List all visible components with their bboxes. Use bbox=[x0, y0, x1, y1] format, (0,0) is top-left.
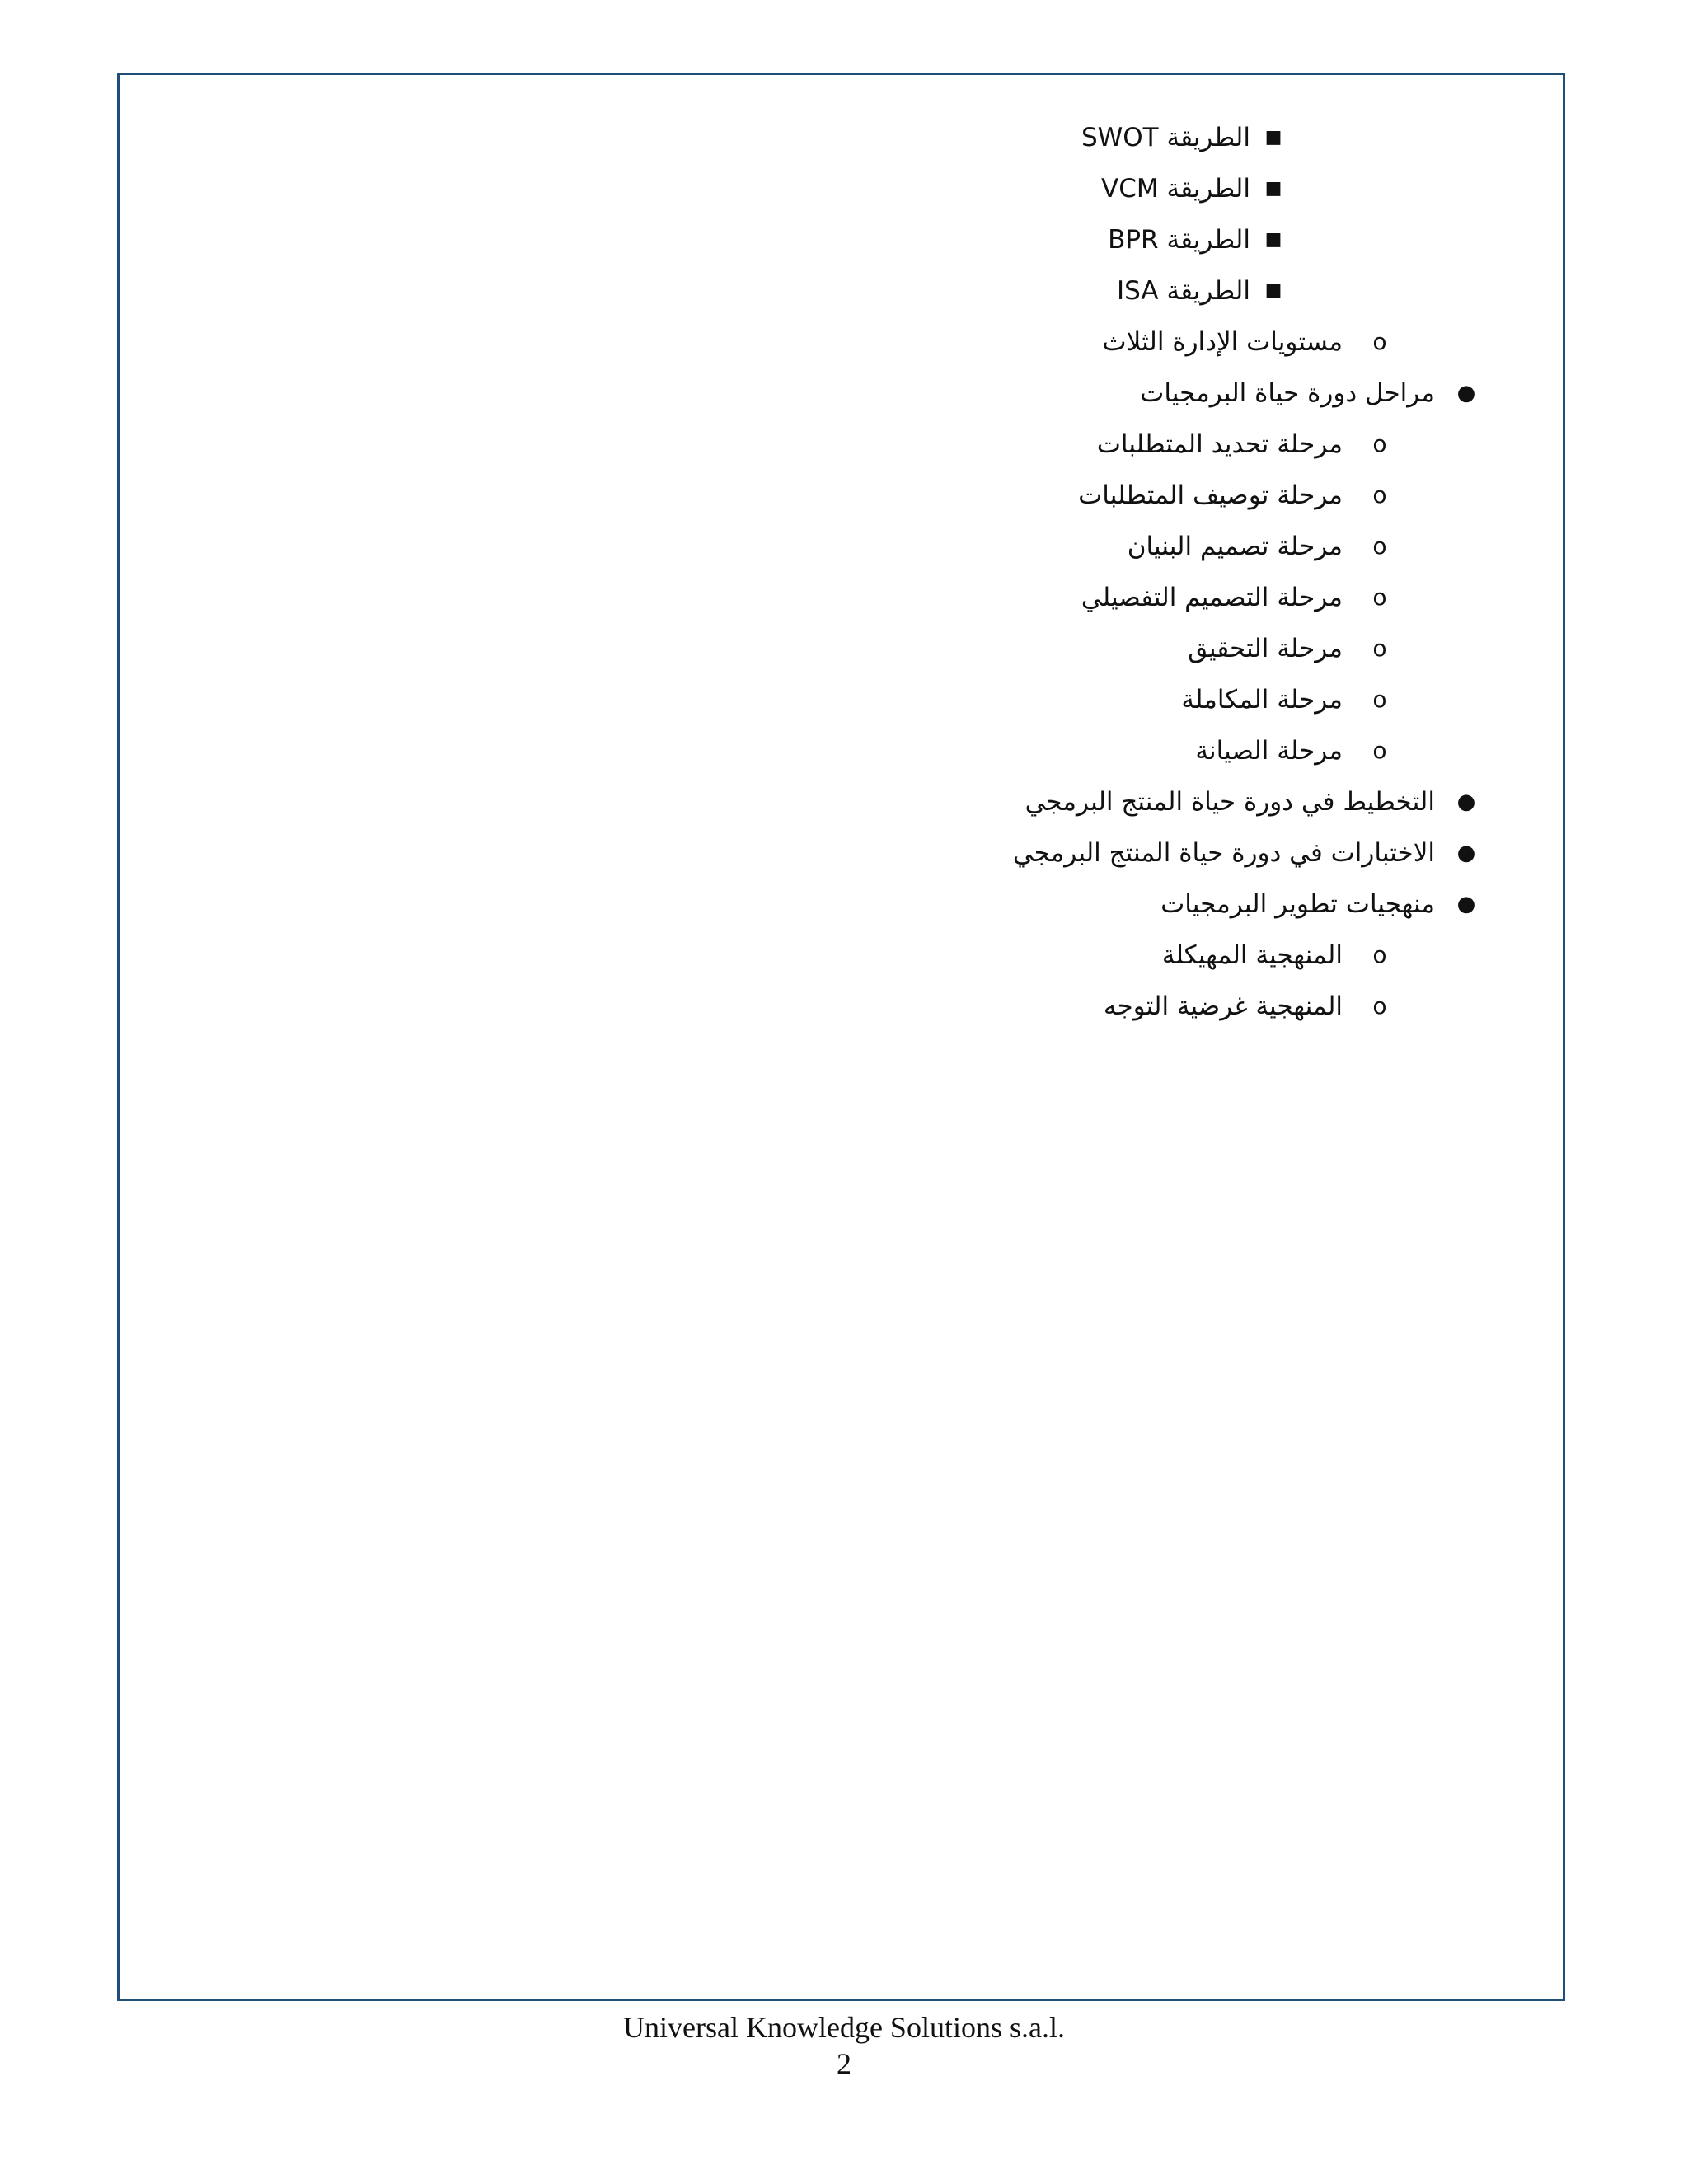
toc-item-label: الطريقة VCM bbox=[1101, 174, 1250, 204]
toc-item-maintenance bbox=[601, 725, 1387, 776]
toc-item-label: مرحلة المكاملة bbox=[1181, 685, 1343, 715]
circle-bullet-icon: o bbox=[1372, 635, 1387, 662]
toc-item-testing bbox=[693, 827, 1476, 879]
footer-page-number: 2 bbox=[837, 2047, 851, 2080]
disc-bullet-icon: ● bbox=[1456, 790, 1476, 814]
toc-item-label: المنهجية غرضية التوجه bbox=[1103, 991, 1343, 1021]
toc-item-vcm bbox=[509, 163, 1282, 214]
square-bullet-icon: ■ bbox=[1264, 127, 1282, 148]
toc-item-implementation bbox=[601, 623, 1387, 674]
toc-item-label: مرحلة التحقيق bbox=[1188, 634, 1343, 663]
disc-bullet-icon: ● bbox=[1456, 892, 1476, 916]
square-bullet-icon: ■ bbox=[1264, 280, 1282, 301]
toc-item-label: مرحلة تصميم البنيان bbox=[1127, 532, 1343, 561]
toc-item-sdlc-phases bbox=[693, 368, 1476, 419]
circle-bullet-icon: o bbox=[1372, 686, 1387, 713]
toc-item-label: الطريقة ISA bbox=[1117, 276, 1250, 306]
toc-item-label: مستويات الإدارة الثلاث bbox=[1102, 327, 1343, 357]
toc-item-requirements-specification bbox=[601, 470, 1387, 521]
toc-item-label: الاختبارات في دورة حياة المنتج البرمجي bbox=[1012, 838, 1435, 868]
toc-item-swot bbox=[509, 112, 1282, 163]
toc-item-requirements-definition bbox=[601, 419, 1387, 470]
toc-item-structured-methodology bbox=[601, 930, 1387, 981]
toc-item-detailed-design bbox=[601, 572, 1387, 623]
footer-company-name: Universal Knowledge Solutions s.a.l. bbox=[623, 2011, 1065, 2044]
circle-bullet-icon: o bbox=[1372, 941, 1387, 968]
circle-bullet-icon: o bbox=[1372, 481, 1387, 509]
toc-item-label: مرحلة التصميم التفصيلي bbox=[1081, 583, 1343, 612]
toc-item-label: منهجيات تطوير البرمجيات bbox=[1160, 889, 1435, 919]
toc-item-label: مراحل دورة حياة البرمجيات bbox=[1140, 378, 1435, 408]
circle-bullet-icon: o bbox=[1372, 532, 1387, 560]
circle-bullet-icon: o bbox=[1372, 992, 1387, 1019]
toc-item-architecture-design bbox=[601, 521, 1387, 572]
table-of-contents-list bbox=[0, 0, 1688, 1071]
toc-item-label: مرحلة الصيانة bbox=[1195, 736, 1343, 766]
toc-item-label: المنهجية المهيكلة bbox=[1161, 940, 1343, 970]
toc-item-integration bbox=[601, 674, 1387, 725]
toc-item-label: مرحلة تحديد المتطلبات bbox=[1096, 429, 1343, 459]
toc-item-label: مرحلة توصيف المتطلبات bbox=[1078, 480, 1343, 510]
disc-bullet-icon: ● bbox=[1456, 841, 1476, 865]
toc-item-management-levels bbox=[601, 316, 1387, 368]
circle-bullet-icon: o bbox=[1372, 583, 1387, 611]
toc-item-label: التخطيط في دورة حياة المنتج البرمجي bbox=[1025, 787, 1435, 817]
toc-item-label: الطريقة SWOT bbox=[1081, 123, 1250, 152]
toc-item-bpr bbox=[509, 214, 1282, 265]
square-bullet-icon: ■ bbox=[1264, 178, 1282, 199]
square-bullet-icon: ■ bbox=[1264, 229, 1282, 250]
toc-item-object-oriented-methodology bbox=[601, 981, 1387, 1032]
disc-bullet-icon: ● bbox=[1456, 381, 1476, 405]
toc-item-label: الطريقة BPR bbox=[1108, 225, 1250, 255]
circle-bullet-icon: o bbox=[1372, 737, 1387, 764]
circle-bullet-icon: o bbox=[1372, 328, 1387, 355]
toc-item-planning bbox=[693, 776, 1476, 827]
toc-item-isa bbox=[509, 265, 1282, 316]
toc-item-methodologies bbox=[693, 879, 1476, 930]
circle-bullet-icon: o bbox=[1372, 430, 1387, 457]
